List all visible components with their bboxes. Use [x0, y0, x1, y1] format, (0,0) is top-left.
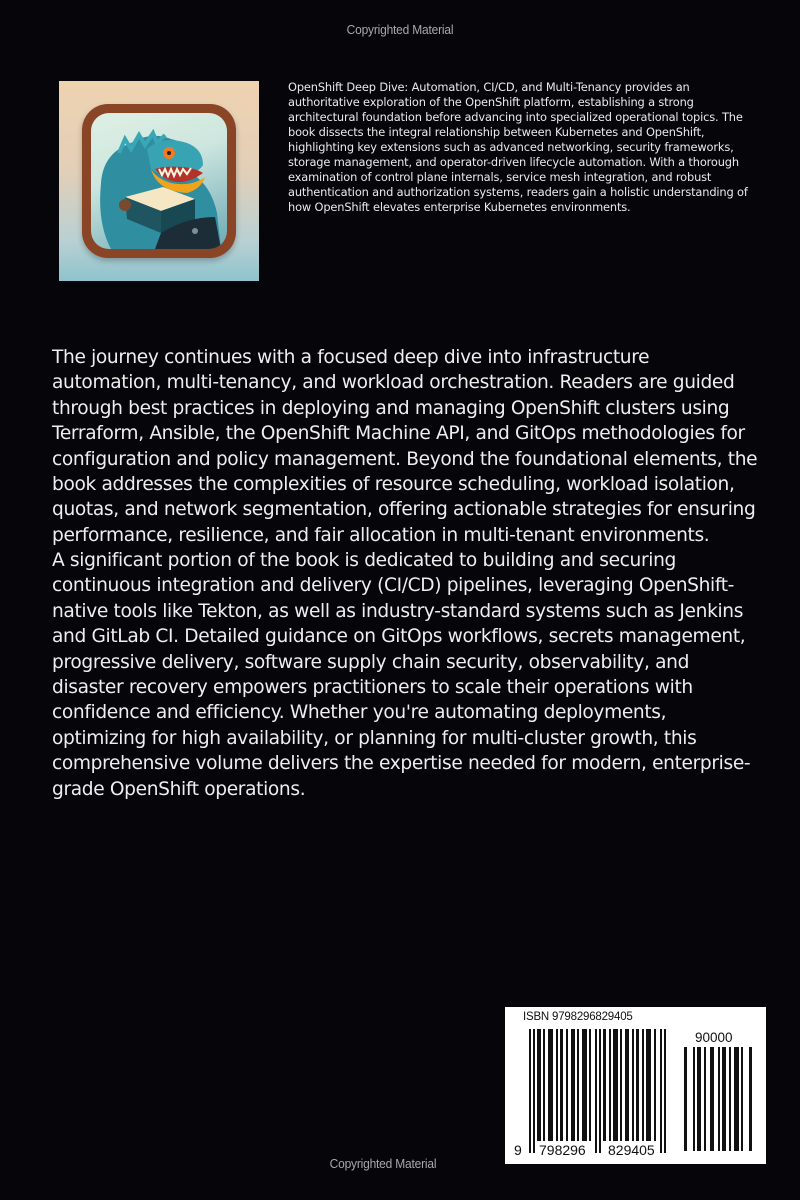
price-addon-code: 90000 [695, 1030, 733, 1045]
cover-art-frame [82, 104, 236, 258]
description-paragraph-2: A significant portion of the book is dedicated to building and securing continuous integration and delivery (CI/CD) pipelines, leveraging OpenShift-native tools like Tekton, as well as industry-standard systems such as Jenkins and GitLab CI. Detailed guidance on GitOps workflows, secrets management, progressive delivery, software supply chain security, observability, and disaster recovery empowers practitioners to scale their operations with confidence and efficiency. Whether you're automating deployments, optimizing for high availability, or planning for multi-cluster growth, this comprehensive volume delivers the expertise needed for modern, enterprise-grade OpenShift operations. [52, 550, 751, 800]
dinosaur-reading-book-icon [91, 113, 227, 249]
description-paragraph-1: The journey continues with a focused deep dive into infrastructure automation, multi-tenancy, and workload orchestration. Readers are guided through best practices in deploying and managing OpenShift clusters using Terraform, Ansible, the OpenShift Machine API, and GitOps methodologies for configuration and policy management. Beyond the foundational elements, the book addresses the complexities of resource scheduling, workload isolation, quotas, and network segmentation, offering actionable strategies for ensuring performance, resilience, and fair allocation in multi-tenant environments. [52, 347, 758, 546]
isbn-label: ISBN 9798296829405 [523, 1011, 633, 1023]
back-cover-blurb: OpenShift Deep Dive: Automation, CI/CD, and Multi-Tenancy provides an authoritative exploration of the OpenShift platform, establishing a strong architectural foundation before advancing into specialized operational topics. The book dissects the integral relationship between Kubernetes and OpenShift, highlighting key extensions such as advanced networking, security frameworks, storage management, and operator-driven lifecycle automation. With a thorough examination of control plane internals, service mesh integration, and robust authentication and authorization systems, readers gain a holistic understanding of how OpenShift elevates enterprise Kubernetes environments. [288, 80, 748, 214]
barcode-bars [529, 1029, 669, 1153]
barcode-digit-prefix: 9 [514, 1142, 522, 1158]
isbn-barcode [505, 1007, 766, 1164]
copyright-notice-top: Copyrighted Material [346, 22, 454, 37]
dinosaur-illustration [91, 113, 227, 249]
barcode-digits-right: 829405 [608, 1142, 655, 1158]
copyright-notice-bottom: Copyrighted Material [329, 1156, 437, 1171]
addon-barcode-bars [684, 1047, 756, 1151]
cover-art-image [59, 81, 259, 281]
barcode-digits-left: 798296 [539, 1142, 586, 1158]
